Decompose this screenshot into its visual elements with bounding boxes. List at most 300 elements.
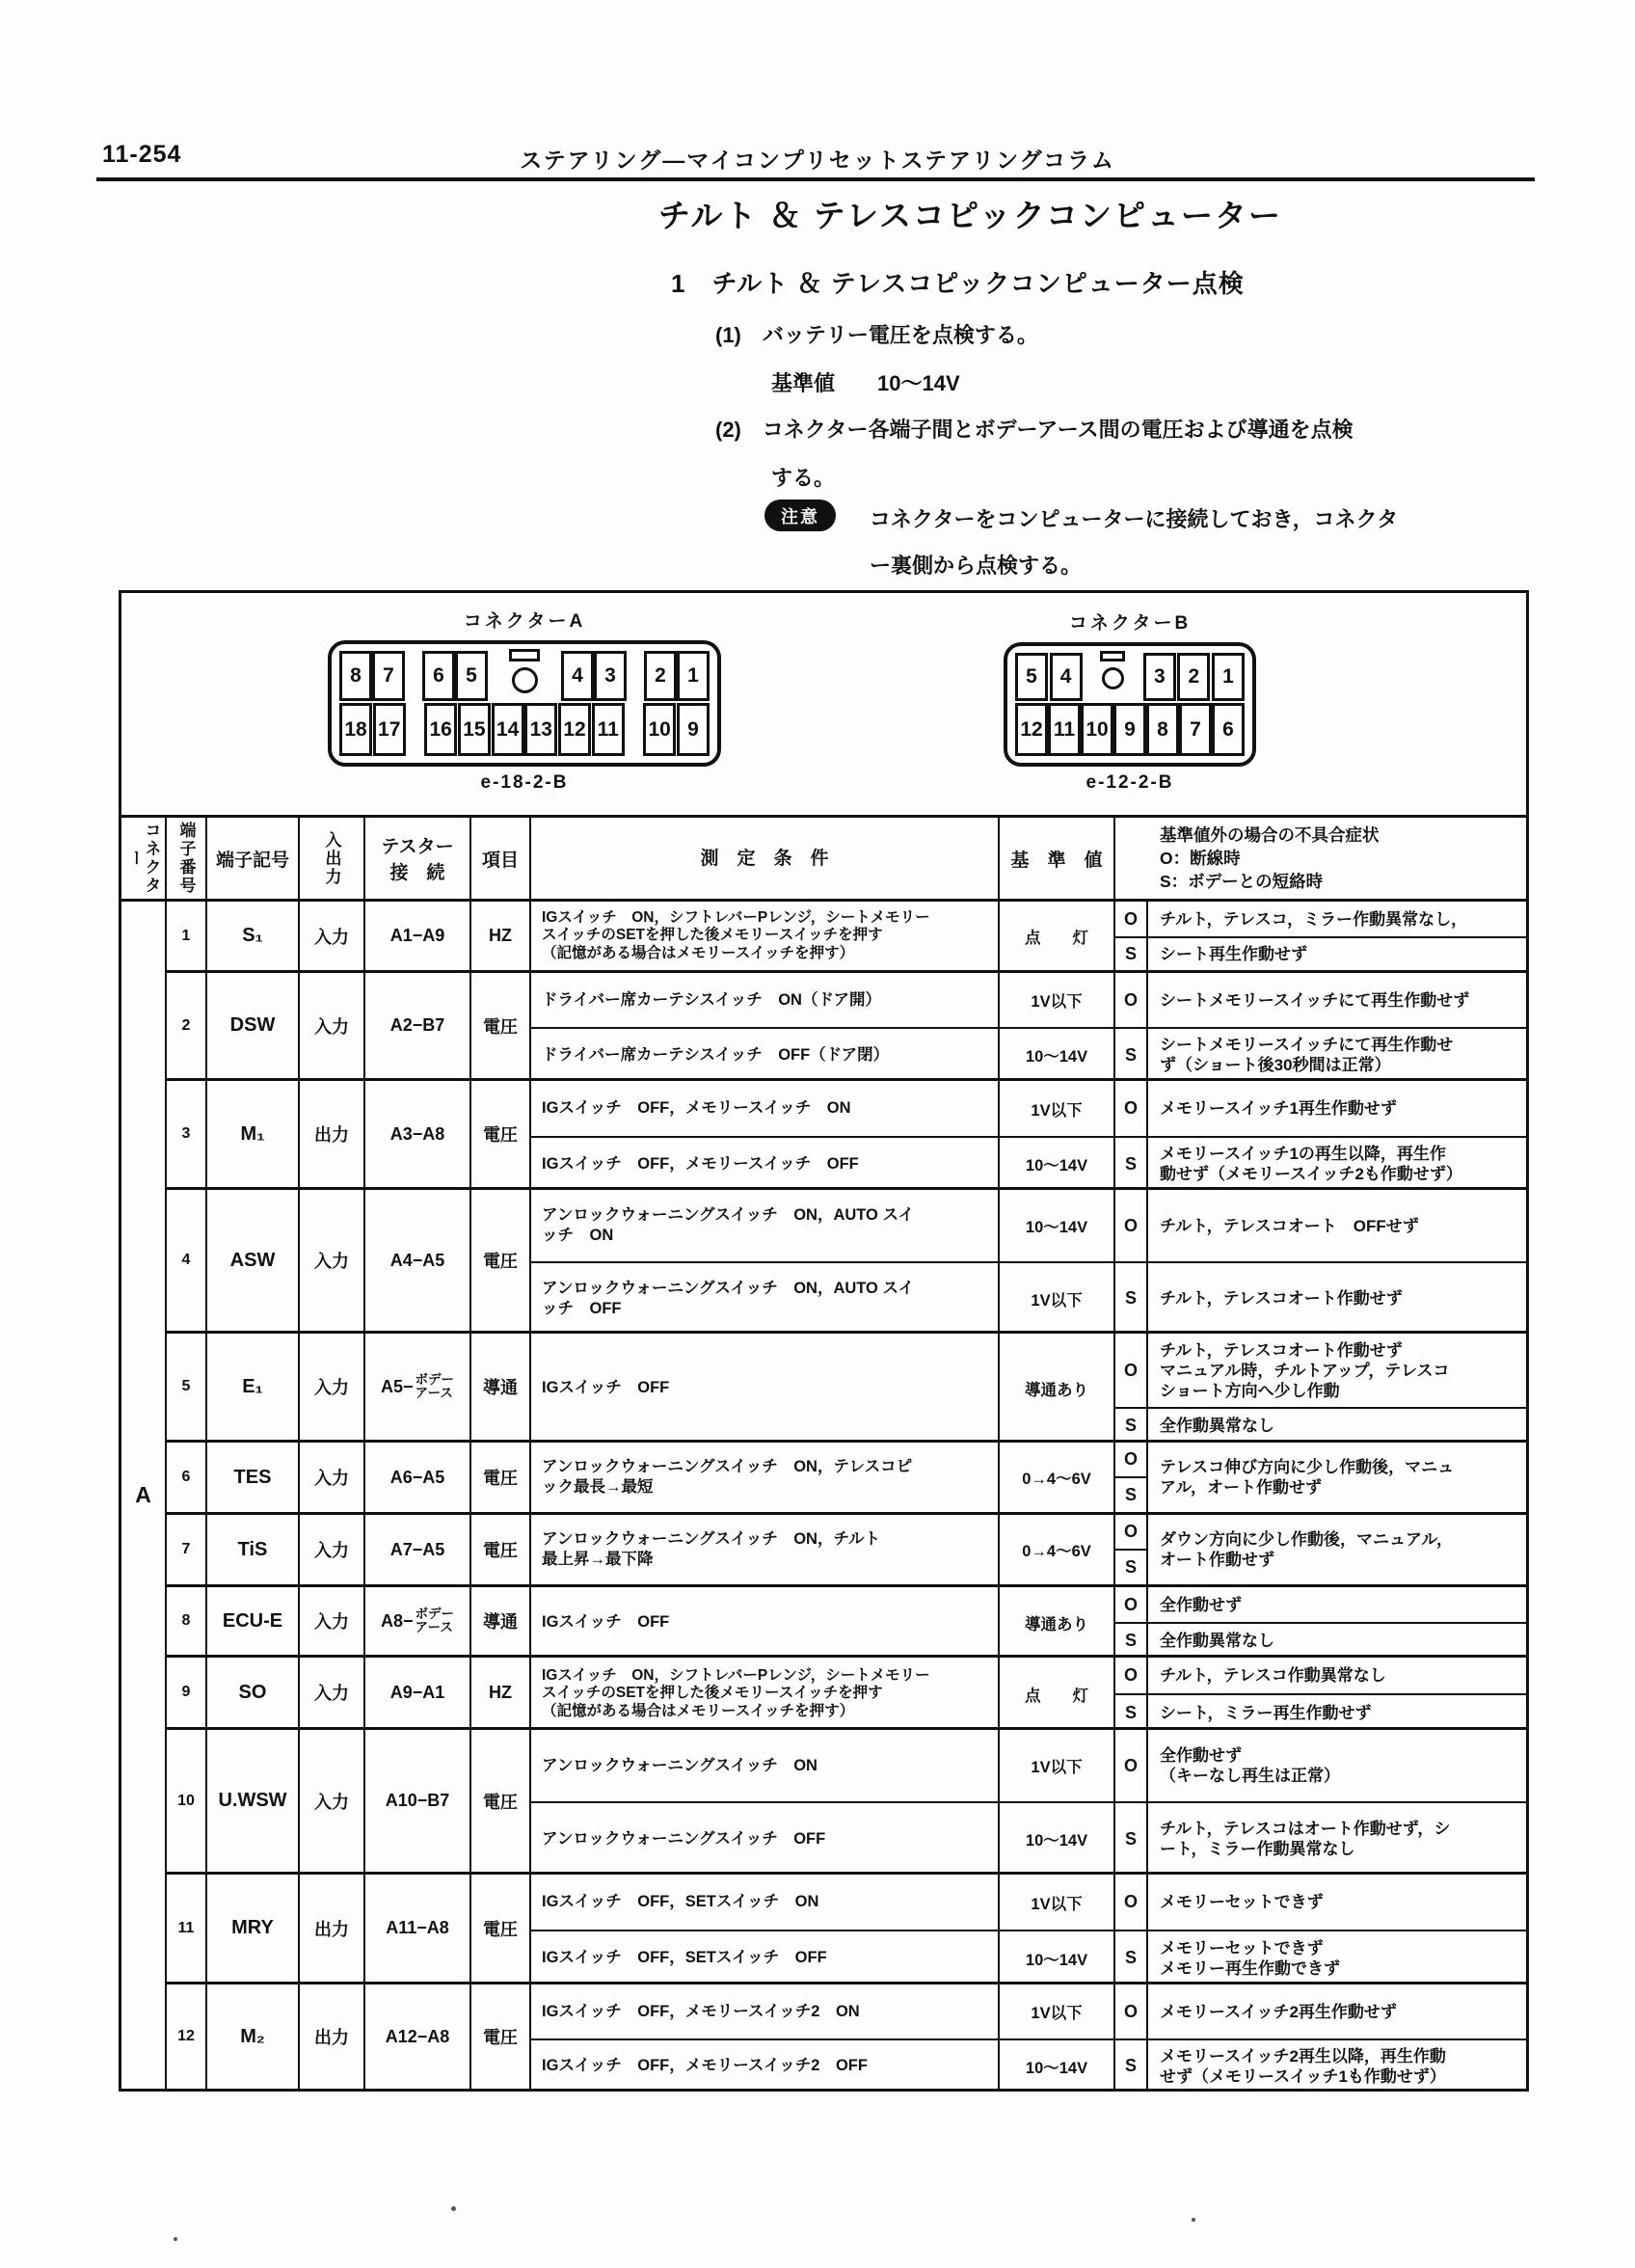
tester-main: A10−B7 — [385, 1791, 450, 1810]
pin-16: 16 — [424, 703, 457, 756]
io-cell: 出力 — [300, 1081, 365, 1187]
measurement-condition-cell — [531, 1658, 1000, 1730]
measurement-part — [531, 1730, 1526, 1872]
condition-subrow — [531, 1261, 1526, 1334]
text-line: メモリーセットできず — [1160, 1938, 1324, 1958]
symptom-cell — [1148, 1081, 1526, 1136]
pin-18: 18 — [339, 703, 372, 756]
symptom-subrow — [1115, 1658, 1526, 1693]
header-condition: 測 定 条 件 — [531, 818, 1000, 899]
symptom-cell — [1148, 1984, 1526, 2038]
item-cell: 電圧 — [471, 1984, 531, 2089]
condition-row — [531, 1515, 1526, 1584]
scan-speck — [1192, 2218, 1195, 2222]
standard-value-cell: 0→4～6V — [1000, 1443, 1115, 1512]
standard-value: 10～14V — [877, 371, 960, 395]
standard-value-cell: 導通あり — [1000, 1334, 1115, 1443]
symptom-subrow — [1115, 902, 1526, 936]
os-key-cell: S — [1115, 1803, 1148, 1875]
standard-value-cell: 1V以下 — [1000, 1875, 1115, 1930]
terminal-symbol-cell: ECU-E — [207, 1587, 300, 1655]
connector-a-diagram — [326, 607, 723, 794]
pin-row-top — [1015, 653, 1245, 701]
measurement-part — [531, 1443, 1526, 1512]
os-key-cell: O — [1115, 1081, 1148, 1136]
os-key-cell: O — [1115, 1730, 1148, 1801]
symptom-subrow — [1115, 1587, 1526, 1622]
running-header-title: ステアリング―マイコンプリセットステアリングコラム — [520, 148, 1115, 173]
table-row — [167, 1078, 1526, 1187]
text-line: ボデー — [415, 1372, 455, 1387]
text-line: IGスイッチ ON，シフトレバーPレンジ，シートメモリー — [542, 1666, 930, 1684]
os-key-column — [1115, 1443, 1148, 1512]
text-line: ドライバー席カーテシスイッチ ON（ドア開） — [542, 990, 881, 1009]
table-header-row — [121, 818, 1526, 902]
table-row — [167, 1187, 1526, 1331]
text-line: シートメモリースイッチにて再生作動せ — [1160, 1036, 1454, 1054]
measurement-part — [531, 1587, 1526, 1655]
standard-value-cell: 10～14V — [1000, 1803, 1115, 1875]
text-line: シート，ミラー再生作動せず — [1160, 1703, 1372, 1722]
symptom-subrow — [1115, 1693, 1526, 1730]
symptom-cell — [1148, 1515, 1526, 1584]
pin-2: 2 — [1177, 653, 1210, 701]
text-line: シート再生作動せず — [1160, 945, 1307, 963]
terminal-number-cell: 1 — [167, 902, 207, 970]
measurement-condition-cell — [531, 902, 1000, 970]
symptom-subrow — [1115, 1622, 1526, 1658]
symptom-cell — [1148, 1409, 1526, 1443]
condition-row — [531, 1658, 1526, 1730]
standard-label: 基準値 — [771, 371, 836, 395]
pin-row-bottom — [339, 703, 710, 756]
standard-value-cell: 点 灯 — [1000, 1658, 1115, 1730]
terminal-symbol-cell: TES — [207, 1443, 300, 1512]
step-1-standard — [771, 367, 960, 397]
io-cell: 入力 — [300, 1190, 365, 1331]
text-line: チルト，テレスコ作動異常なし — [1160, 1666, 1386, 1685]
condition-subrow — [531, 2038, 1526, 2092]
tester-connection-cell — [365, 1984, 471, 2089]
page-number: 11-254 — [102, 141, 182, 168]
io-cell: 入力 — [300, 1658, 365, 1727]
connector-name: コネクターA — [463, 611, 586, 632]
connector-keying — [1084, 653, 1141, 701]
condition-row — [531, 902, 1526, 970]
symptom-split — [1115, 1587, 1526, 1658]
os-key-cell: S — [1115, 1549, 1146, 1584]
os-key-cell: O — [1123, 1522, 1138, 1541]
text-line: チルト，テレスコオート作動せず — [1160, 1289, 1403, 1308]
pin-gap — [405, 651, 422, 701]
text-line: メモリースイッチ1再生作動せず — [1160, 1099, 1397, 1118]
page-title: チルト ＆ テレスコピックコンピューター — [658, 198, 1283, 233]
text-line: （キーなし再生は正常） — [1160, 1767, 1340, 1785]
os-key-cell: O — [1115, 973, 1148, 1027]
standard-value-cell: 1V以下 — [1000, 1081, 1115, 1136]
table-row — [167, 1584, 1526, 1655]
tester-main: A4−A5 — [389, 1250, 445, 1270]
text-line: IGスイッチ OFF，メモリースイッチ ON — [542, 1099, 851, 1117]
tester-connection-cell — [365, 973, 471, 1078]
connector-group-label: A — [121, 902, 167, 2089]
symptom-cell — [1148, 1334, 1526, 1407]
text-line: IGスイッチ OFF，メモリースイッチ2 ON — [542, 2002, 860, 2020]
standard-value-cell: 点 灯 — [1000, 902, 1115, 970]
standard-value-cell: 1V以下 — [1000, 1263, 1115, 1334]
text-line: アース — [415, 1386, 453, 1400]
header-item: 項目 — [471, 818, 531, 899]
item-cell: 電圧 — [471, 973, 531, 1078]
io-cell: 入力 — [300, 1730, 365, 1872]
standard-value-cell: 導通あり — [1000, 1587, 1115, 1658]
tester-connection-cell — [365, 902, 471, 970]
os-key-cell: O — [1115, 1587, 1148, 1622]
terminal-number-cell: 3 — [167, 1081, 207, 1187]
tester-connection-cell — [365, 1730, 471, 1872]
header-terminal-no: 端子番号 — [167, 818, 207, 899]
text-line: テレスコ伸び方向に少し作動後，マニュ — [1160, 1458, 1455, 1476]
tester-main: A6−A5 — [389, 1467, 445, 1487]
symptom-subrow — [1115, 936, 1526, 970]
connector-shell — [1004, 642, 1256, 767]
os-key-cell: S — [1115, 1409, 1148, 1443]
measurement-condition-cell — [531, 1443, 1000, 1512]
symptom-cell — [1148, 1624, 1526, 1658]
keying-slot — [509, 649, 540, 662]
tester-main: A5− — [380, 1376, 414, 1396]
condition-subrow — [531, 1875, 1526, 1930]
item-cell: 電圧 — [471, 1875, 531, 1982]
terminal-symbol-cell: TiS — [207, 1515, 300, 1584]
io-cell: 入力 — [300, 1443, 365, 1512]
tester-main: A9−A1 — [389, 1682, 445, 1702]
text-line: 全作動異常なし — [1160, 1632, 1274, 1650]
standard-value-cell: 1V以下 — [1000, 1984, 1115, 2038]
header-symptoms: 基準値外の場合の不具合症状 O：断線時 S：ボデーとの短絡時 — [1160, 825, 1380, 891]
tester-connection-cell — [365, 1658, 471, 1727]
symptom-cell — [1148, 1587, 1526, 1622]
terminal-symbol-cell: S₁ — [207, 902, 300, 970]
symptom-cell — [1148, 902, 1526, 936]
symptom-subrow — [1115, 1407, 1526, 1443]
condition-subrow — [531, 1027, 1526, 1081]
text-line: （記憶がある場合はメモリースイッチを押す） — [542, 944, 855, 961]
terminal-number-cell: 5 — [167, 1334, 207, 1440]
symptom-cell — [1148, 938, 1526, 970]
spacer — [835, 371, 877, 395]
condition-subrow — [531, 973, 1526, 1027]
table-body — [121, 902, 1526, 2089]
scan-speck — [174, 2237, 177, 2241]
tester-connection-cell — [365, 1443, 471, 1512]
text-line: IGスイッチ OFF，SETスイッチ OFF — [542, 1949, 827, 1966]
os-key-cell: S — [1115, 1624, 1148, 1658]
text-line: シートメモリースイッチにて再生作動せず — [1160, 990, 1470, 1010]
caution-text-line2: ー裏側から点検する。 — [870, 554, 1083, 578]
os-key-cell: O — [1115, 1658, 1148, 1693]
terminal-number-cell: 6 — [167, 1443, 207, 1512]
text-line: （記憶がある場合はメモリースイッチを押す） — [542, 1702, 855, 1719]
header-tester: テスター 接 続 — [365, 818, 471, 899]
measurement-condition-cell — [531, 1984, 1000, 2038]
text-line: ッチ OFF — [542, 1299, 622, 1317]
pin-row-bottom — [1015, 703, 1245, 756]
standard-value-cell: 10～14V — [1000, 1931, 1115, 1984]
terminal-symbol-cell: ASW — [207, 1190, 300, 1331]
text-line: 最上昇→最下降 — [542, 1551, 654, 1568]
io-cell: 出力 — [300, 1984, 365, 2089]
io-cell: 入力 — [300, 973, 365, 1078]
terminal-number-cell: 4 — [167, 1190, 207, 1331]
symptom-cell — [1148, 1931, 1526, 1984]
text-line: アンロックウォーニングスイッチ ON，AUTO スイ — [542, 1206, 915, 1224]
os-key-cell: S — [1115, 938, 1148, 970]
text-line: アンロックウォーニングスイッチ OFF — [542, 1829, 826, 1848]
connector-shell — [328, 640, 721, 767]
text-line: アース — [415, 1620, 453, 1634]
measurement-part — [531, 1081, 1526, 1187]
measurement-condition-cell — [531, 973, 1000, 1027]
tester-main: A11−A8 — [386, 1918, 449, 1937]
pin-row-top — [339, 651, 710, 701]
symptom-cell — [1148, 1029, 1526, 1081]
tester-connection-cell — [365, 1081, 471, 1187]
text-line: IGスイッチ OFF — [542, 1379, 670, 1396]
text-line: IGスイッチ OFF，SETスイッチ ON — [542, 1893, 819, 1910]
text-line: マニュアル時，チルトアップ，テレスコ — [1160, 1361, 1450, 1380]
keying-hole — [512, 667, 538, 693]
pin-2: 2 — [644, 651, 677, 701]
text-line: ック最長→最短 — [542, 1478, 654, 1496]
condition-row — [531, 1443, 1526, 1512]
table-row — [167, 1512, 1526, 1584]
pin-9: 9 — [677, 703, 710, 756]
os-key-cell: S — [1115, 1263, 1148, 1334]
pin-gap — [406, 703, 423, 756]
symptom-split — [1115, 902, 1526, 970]
tester-connection-cell — [365, 1587, 471, 1655]
pin-1: 1 — [677, 651, 710, 701]
item-cell: 導通 — [471, 1587, 531, 1655]
pin-12: 12 — [558, 703, 591, 756]
measurement-part — [531, 1334, 1526, 1440]
symptom-cell — [1148, 1730, 1526, 1801]
pin-10: 10 — [1081, 703, 1113, 756]
standard-value-cell: 10～14V — [1000, 1138, 1115, 1190]
measurement-part — [531, 1984, 1526, 2089]
text-line: チルト，テレスコ，ミラー作動異常なし， — [1160, 909, 1468, 929]
caution-text-line1: コネクターをコンピューターに接続しておき，コネクタ — [870, 507, 1399, 531]
connector-code: e-18-2-B — [480, 772, 569, 793]
text-line: ート，ミラー作動異常なし — [1160, 1840, 1355, 1858]
text-line: IGスイッチ OFF，メモリースイッチ OFF — [542, 1154, 859, 1173]
standard-value-cell: 1V以下 — [1000, 1730, 1115, 1801]
tester-main: A8− — [380, 1610, 414, 1631]
inspection-chart-box — [119, 590, 1529, 2092]
symptom-subrow — [1115, 1334, 1526, 1407]
measurement-condition-cell — [531, 2040, 1000, 2092]
measurement-part — [531, 1190, 1526, 1331]
terminal-symbol-cell: U.WSW — [207, 1730, 300, 1872]
terminal-number-cell: 8 — [167, 1587, 207, 1655]
terminal-symbol-cell: SO — [207, 1658, 300, 1727]
terminal-symbol-cell: DSW — [207, 973, 300, 1078]
symptom-cell — [1148, 973, 1526, 1027]
symptom-cell — [1148, 1138, 1526, 1190]
text-line: メモリースイッチ2再生作動せず — [1160, 2002, 1397, 2021]
text-line: IGスイッチ OFF — [542, 1613, 670, 1631]
tester-stack — [415, 1607, 455, 1634]
measurement-part — [531, 1875, 1526, 1982]
item-cell: 導通 — [471, 1334, 531, 1440]
terminal-symbol-cell: MRY — [207, 1875, 300, 1982]
text-line: IGスイッチ OFF，メモリースイッチ2 OFF — [542, 2057, 868, 2074]
measurement-part — [531, 973, 1526, 1078]
tester-connection-cell — [365, 1875, 471, 1982]
text-line: アンロックウォーニングスイッチ ON，チルト — [542, 1530, 881, 1548]
text-line: チルト，テレスコはオート作動せず，シ — [1160, 1820, 1451, 1838]
pin-11: 11 — [1048, 703, 1081, 756]
os-key-cell: O — [1115, 1190, 1148, 1261]
text-line: スイッチのSETを押した後メモリースイッチを押す — [542, 1685, 883, 1702]
pin-17: 17 — [373, 703, 406, 756]
table-row — [167, 970, 1526, 1078]
header-terminal-symbol: 端子記号 — [207, 818, 300, 899]
condition-row — [531, 1587, 1526, 1658]
connector-name: コネクターB — [1068, 613, 1192, 634]
text-line: メモリースイッチ2再生以降，再生作動 — [1160, 2046, 1446, 2066]
pin-14: 14 — [492, 703, 524, 756]
table-row — [167, 1872, 1526, 1982]
measurement-condition-cell — [531, 1803, 1000, 1875]
pin-12: 12 — [1015, 703, 1048, 756]
terminal-number-cell: 10 — [167, 1730, 207, 1872]
pin-7: 7 — [1179, 703, 1212, 756]
pin-4: 4 — [1050, 653, 1083, 701]
pin-6: 6 — [1212, 703, 1245, 756]
text-line: 全作動せず — [1160, 1595, 1242, 1614]
os-key-column — [1115, 1515, 1148, 1584]
measurement-part — [531, 902, 1526, 970]
tester-main: A1−A9 — [389, 926, 445, 945]
tester-stack — [415, 1373, 455, 1400]
terminal-number-cell: 7 — [167, 1515, 207, 1584]
item-cell: 電圧 — [471, 1190, 531, 1331]
pin-6: 6 — [422, 651, 455, 701]
condition-subrow — [531, 1081, 1526, 1136]
header-io: 入出力 — [300, 818, 365, 899]
io-cell: 入力 — [300, 1587, 365, 1655]
terminal-number-cell: 2 — [167, 973, 207, 1078]
pin-9: 9 — [1113, 703, 1146, 756]
symptom-cell — [1148, 1875, 1526, 1930]
pin-15: 15 — [458, 703, 491, 756]
text-line: アル，オート作動せず — [1160, 1478, 1322, 1497]
measurement-condition-cell — [531, 1029, 1000, 1081]
text-line: せず（メモリースイッチ1も作動せず） — [1160, 2066, 1446, 2086]
pin-gap — [625, 703, 642, 756]
text-line: スイッチのSETを押した後メモリースイッチを押す — [542, 927, 883, 944]
measurement-part — [531, 1515, 1526, 1584]
measurement-condition-cell — [531, 1334, 1000, 1443]
terminal-symbol-cell: E₁ — [207, 1334, 300, 1440]
keying-slot — [1100, 651, 1125, 662]
caution-badge: 注意 — [764, 500, 836, 531]
tester-main: A3−A8 — [389, 1123, 445, 1144]
measurement-condition-cell — [531, 1081, 1000, 1136]
table-row — [167, 1727, 1526, 1872]
text-line: アンロックウォーニングスイッチ ON，テレスコピ — [542, 1458, 913, 1475]
header-rule — [96, 177, 1535, 181]
symptom-cell — [1148, 1695, 1526, 1730]
section-heading: 1 チルト ＆ テレスコピックコンピューター点検 — [671, 269, 1245, 298]
pin-11: 11 — [592, 703, 625, 756]
condition-subrow — [531, 1730, 1526, 1801]
text-line: ず（ショート後30秒間は正常） — [1160, 1056, 1391, 1074]
io-cell: 入力 — [300, 1515, 365, 1584]
tester-main: A2−B7 — [389, 1015, 445, 1035]
condition-row — [531, 1334, 1526, 1443]
measurement-condition-cell — [531, 1875, 1000, 1930]
pin-3: 3 — [594, 651, 627, 701]
symptom-cell — [1148, 2040, 1526, 2092]
table-rows-container — [167, 902, 1526, 2089]
table-row — [167, 1440, 1526, 1512]
connector-code: e-12-2-B — [1086, 772, 1174, 793]
table-row — [167, 1982, 1526, 2089]
text-line: ッチ ON — [542, 1227, 614, 1244]
table-row — [167, 1331, 1526, 1440]
condition-subrow — [531, 1984, 1526, 2038]
os-key-cell: S — [1115, 1931, 1148, 1984]
item-cell: 電圧 — [471, 1443, 531, 1512]
text-line: メモリースイッチ1の再生以降，再生作 — [1160, 1145, 1446, 1163]
pin-3: 3 — [1143, 653, 1176, 701]
symptom-cell — [1148, 1443, 1526, 1512]
terminal-symbol-cell: M₂ — [207, 1984, 300, 2089]
terminal-symbol-cell: M₁ — [207, 1081, 300, 1187]
header-connector: コネクター — [121, 818, 167, 899]
pin-gap — [627, 651, 644, 701]
text-line: ショート方向へ少し作動 — [1160, 1381, 1340, 1400]
step-2-continuation: する。 — [771, 466, 836, 490]
text-line: オート作動せず — [1160, 1551, 1274, 1569]
pin-8: 8 — [1146, 703, 1179, 756]
scan-speck — [451, 2206, 456, 2211]
tester-main: A12−A8 — [385, 2026, 450, 2046]
text-line: アンロックウォーニングスイッチ ON，AUTO スイ — [542, 1279, 915, 1297]
pin-4: 4 — [561, 651, 594, 701]
io-cell: 入力 — [300, 1334, 365, 1440]
table-row — [167, 902, 1526, 970]
standard-value-cell: 10～14V — [1000, 1029, 1115, 1081]
pin-1: 1 — [1212, 653, 1245, 701]
symptom-cell — [1148, 1658, 1526, 1693]
text-line: 動せず（メモリースイッチ2も作動せず） — [1160, 1165, 1462, 1183]
tester-connection-cell — [365, 1334, 471, 1440]
standard-value-cell: 0→4～6V — [1000, 1515, 1115, 1584]
pin-13: 13 — [524, 703, 557, 756]
standard-value-cell: 1V以下 — [1000, 973, 1115, 1027]
symptom-cell — [1148, 1190, 1526, 1261]
measurement-part — [531, 1658, 1526, 1727]
condition-subrow — [531, 1190, 1526, 1261]
table-row — [167, 1655, 1526, 1727]
text-line: 全作動異常なし — [1160, 1417, 1274, 1435]
text-line: アンロックウォーニングスイッチ ON — [542, 1756, 818, 1774]
os-key-cell: S — [1115, 1029, 1148, 1081]
